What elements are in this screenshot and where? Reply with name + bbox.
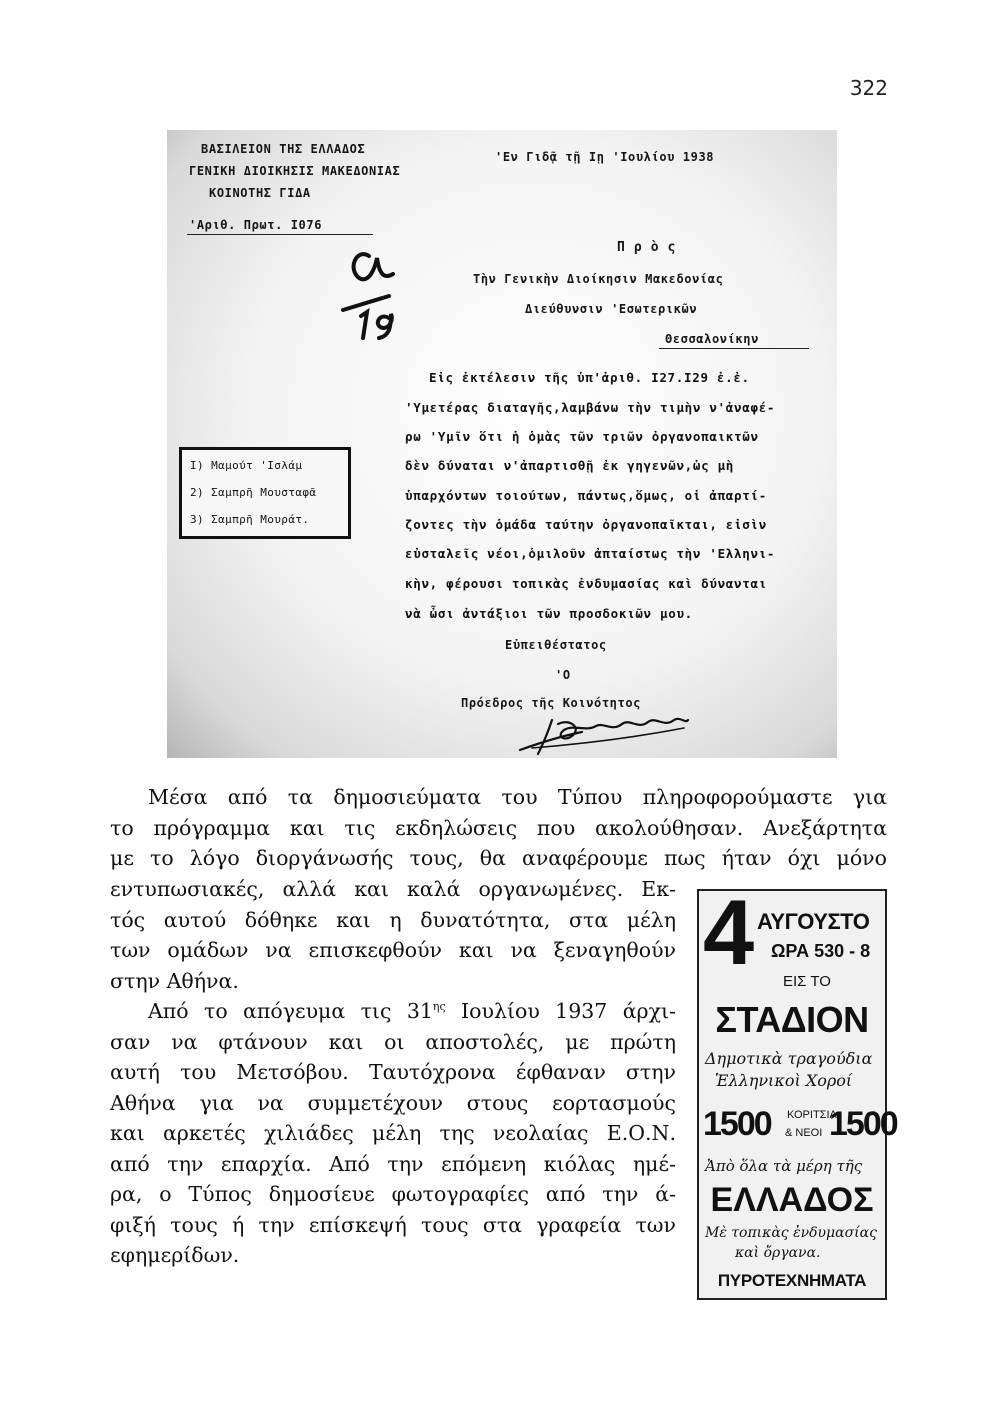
letter-header-administration: ΓΕΝΙΚΗ ΔΙΟΙΚΗΣΙΣ ΜΑΚΕΔΟΝΙΑΣ (189, 164, 401, 178)
letter-body-line: ρω 'Υμῖν ὅτι ἡ ὁμὰς τῶν τριῶν ὀργανοπαικτῶν (405, 429, 759, 444)
text-line: Μέσα από τα δημοσιεύματα του Τύπου πληροφορούμαστε για (148, 785, 887, 809)
letter-body-line: ὑπαρχόντων τοιούτων, πάντως,ὅμως, οἱ ἀπαρτί- (405, 488, 767, 503)
paragraph-1-wrapped (110, 874, 676, 996)
text-line: ρα, ο Τύπος δημοσίευε φωτογραφίες από την ά- (110, 1182, 676, 1206)
poster-venue: ΣΤΑΔΙΟΝ (715, 999, 869, 1040)
letter-signatory-title: Πρόεδρος τῆς Κοινότητος (461, 696, 641, 710)
text-span: Ιουλίου 1937 άρχι- (445, 999, 676, 1023)
poster-girls: ΚΟΡΙΤΣΙΑ (787, 1109, 837, 1121)
paragraph-2 (110, 996, 676, 1271)
poster-hour: ΩΡΑ 530 - 8 (771, 941, 871, 961)
text-line: και αρκετές χιλιάδες μέλη της νεολαίας Ε.Ο.Ν. (110, 1121, 676, 1145)
letter-body-line: 'Υμετέρας διαταγῆς,λαμβάνω τὴν τιμὴν ν'ἀναφέ- (405, 400, 776, 415)
poster-count-right: 1500 (829, 1105, 897, 1143)
letter-body-line: εὐσταλεῖς νέοι,ὁμιλοῦν ἀπταίστως τὴν 'Ελληνι- (405, 546, 776, 561)
letter-body-line: ζοντες τὴν ὁμάδα ταύτην ὀργανοπαῖκται, εἰσὶν (405, 517, 767, 532)
poster-to: ΕΙΣ ΤΟ (783, 973, 831, 990)
protocol-underline (187, 234, 373, 235)
paragraph-1-full-width (110, 782, 887, 874)
poster-songs: Δημοτικὰ τραγούδια (705, 1049, 873, 1068)
letter-addressee-line2: Διεύθυνσιν 'Εσωτερικῶν (525, 302, 698, 316)
poster-fireworks: ΠΥΡΟΤΕΧΝΗΜΑΤΑ (717, 1271, 867, 1290)
letter-protocol-number: 'Αριθ. Πρωτ. Ι076 (189, 218, 323, 232)
names-box (179, 447, 351, 539)
poster-day: 4 (703, 882, 755, 984)
letter-body-line: νὰ ὦσι ἀντάξιοι τῶν προσδοκιῶν μου. (405, 606, 693, 621)
city-underline (659, 348, 809, 349)
name-item: Ι) Μαμούτ 'Ισλάμ (190, 459, 303, 472)
poster-country: ΕΛΛΑΔΟΣ (710, 1181, 874, 1219)
poster-from-all: Ἀπὸ ὅλα τὰ μέρη τῆς (705, 1157, 863, 1175)
event-poster (697, 882, 897, 1300)
text-line: των ομάδων να επισκεφθούν και να ξεναγηθούν (110, 938, 676, 962)
poster-costumes: Μὲ τοπικὰς ἐνδυμασίας (705, 1225, 877, 1241)
handwritten-signature (512, 702, 692, 757)
poster-count-left: 1500 (703, 1105, 771, 1143)
text-line: από την επαρχία. Από την επόμενη κιόλας ημέ- (110, 1151, 676, 1176)
letter-header-community: ΚΟΙΝΟΤΗΣ ΓΙΔΑ (209, 186, 311, 200)
text-line (110, 996, 676, 1027)
letter-salutation: Εὐπειθέστατος (505, 638, 607, 652)
text-line: με το λόγο διοργάνωσής τους, θα αναφέρουμε πως ήταν όχι μόνο (110, 846, 887, 870)
text-line: αυτή του Μετσόβου. Ταυτόχρονα έφθαναν στην (110, 1060, 676, 1084)
poster-dances: Ἑλληνικοὶ Χοροί (715, 1071, 853, 1090)
page-number: 322 (849, 76, 888, 100)
text-line: εφημερίδων. (110, 1243, 240, 1267)
text-line: σαν να φτάνουν και οι αποστολές, με πρώτη (110, 1029, 676, 1054)
name-item: 3) Σαμπρῆ Μουράτ. (190, 513, 310, 526)
letter-header-kingdom: ΒΑΣΙΛΕΙΟΝ ΤΗΣ ΕΛΛΑΔΟΣ (201, 142, 366, 156)
text-line: το πρόγραμμα και τις εκδηλώσεις που ακολούθησαν. Ανεξάρτητα (110, 815, 887, 840)
letter-body-line: Εἰς ἐκτέλεσιν τῆς ὑπ'ἀριθ. Ι27.Ι29 ἐ.ἐ. (429, 370, 750, 385)
letter-addressee-line1: Τὴν Γενικὴν Διοίκησιν Μακεδονίας (473, 272, 724, 286)
poster-boys: & ΝΕΟΙ (785, 1127, 823, 1139)
letter-to: Π ρ ὸ ς (617, 240, 676, 255)
letter-addressee-city: Θεσσαλονίκην (665, 332, 759, 346)
text-span: Από το απόγευμα τις 31 (148, 999, 433, 1023)
text-line: Αθήνα για να συμμετέχουν στους εορτασμούς (110, 1090, 676, 1115)
ordinal-superscript: ης (432, 1000, 446, 1014)
text-line: εντυπωσιακές, αλλά και καλά οργανωμένες. Εκ- (110, 877, 676, 901)
name-item: 2) Σαμπρῆ Μουσταφᾶ (190, 486, 317, 499)
scanned-letter (167, 130, 837, 758)
poster-month: ΑΥΓΟΥΣΤΟ (757, 909, 870, 934)
letter-body-line: κὴν, φέρουσι τοπικὰς ἐνδυμασίας καὶ δύνανται (405, 576, 767, 591)
letter-place-date: 'Εν Γιδᾷ τῇ Ιῃ 'Ιουλίου 1938 (495, 150, 715, 164)
text-line: φιξή τους ή την επίσκεψή τους στα γραφεία των (110, 1212, 676, 1237)
handwritten-reference (339, 238, 409, 338)
text-line: τός αυτού δόθηκε και η δυνατότητα, στα μέλη (110, 907, 676, 932)
letter-body-line: δὲν δύναται ν'ἀπαρτισθῇ ἐκ γηγενῶν,ὡς μὴ (405, 458, 735, 473)
letter-closing-article: 'Ο (555, 668, 571, 682)
text-line: στην Αθήνα. (110, 968, 239, 993)
poster-instruments: καὶ ὄργανα. (735, 1245, 821, 1261)
